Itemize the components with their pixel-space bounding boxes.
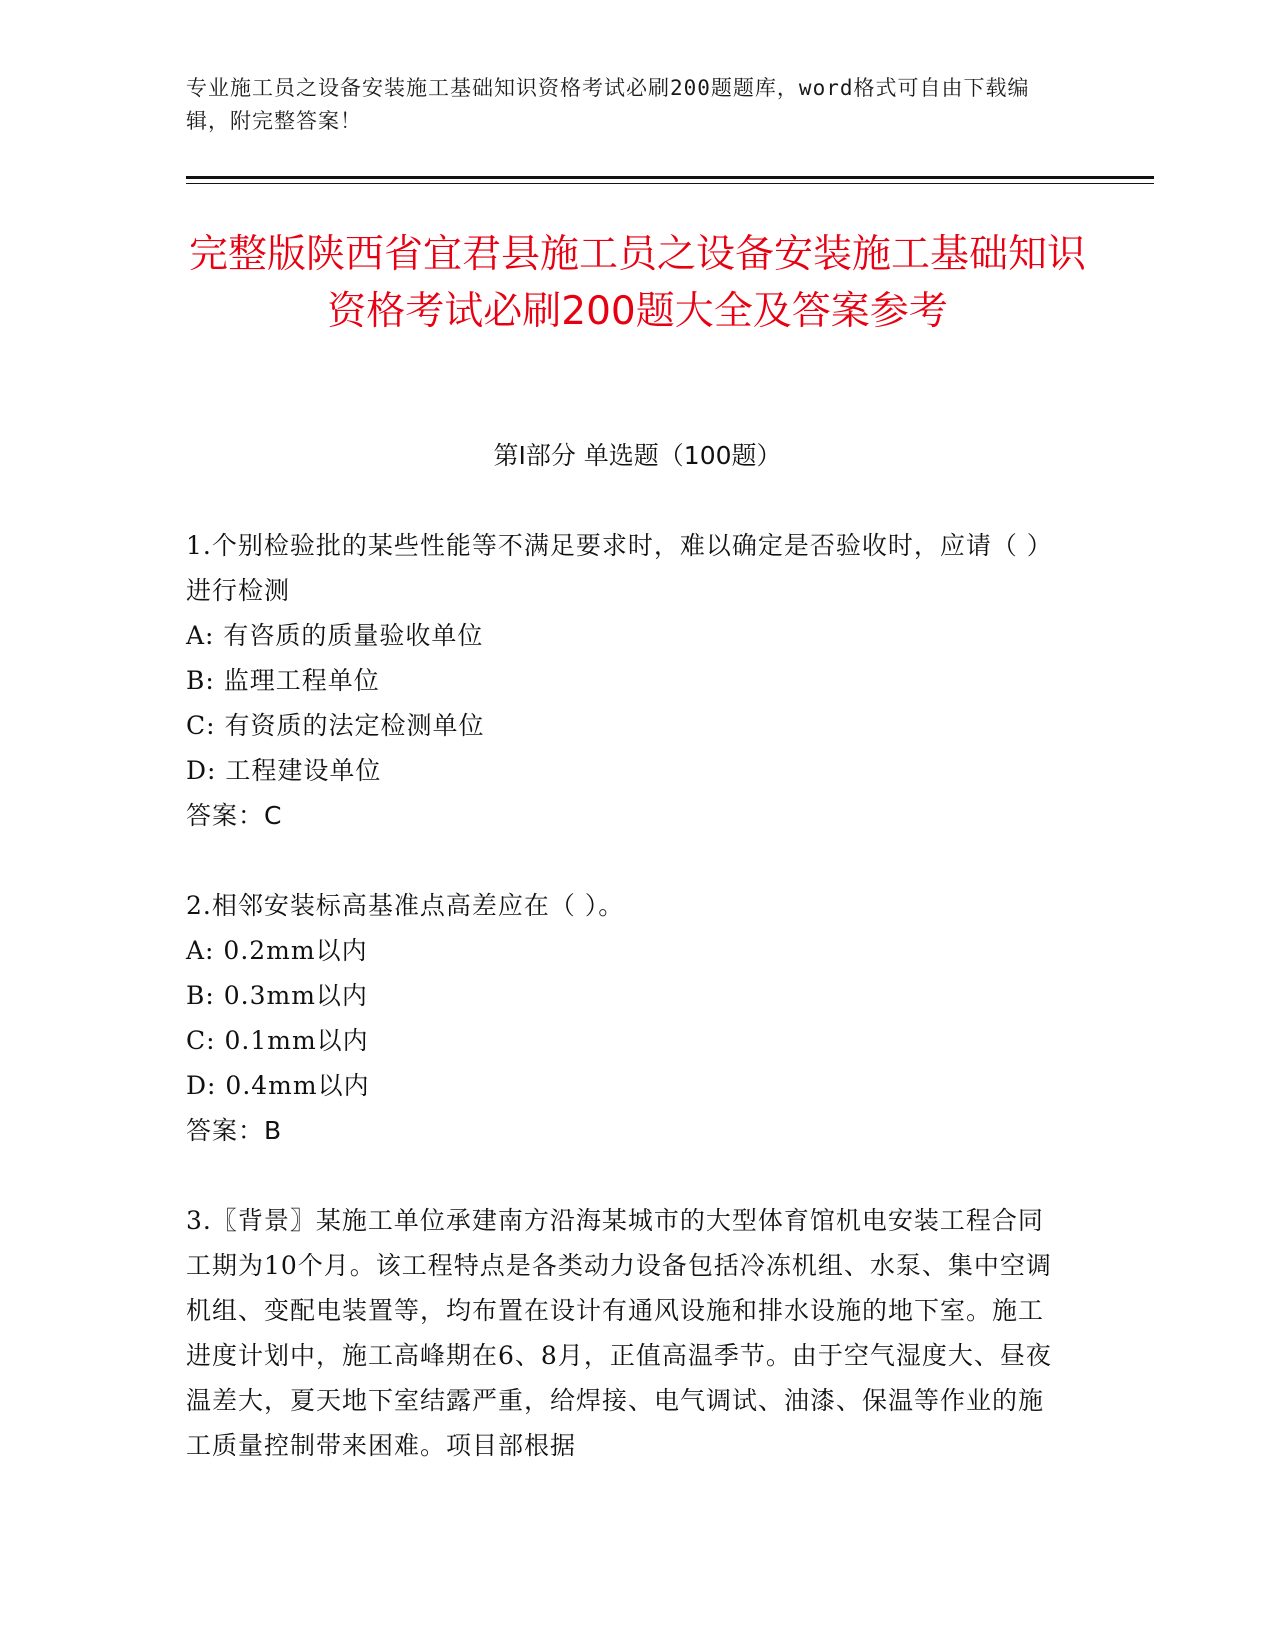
- question-text: 1.个别检验批的某些性能等不满足要求时，难以确定是否验收时，应请（ ）进行检测: [186, 531, 1053, 605]
- document-title: 完整版陕西省宜君县施工员之设备安装施工基础知识资格考试必刷200题大全及答案参考: [188, 232, 1086, 334]
- question-spacer: [186, 838, 1066, 883]
- section-heading: 第Ⅰ部分 单选题（100题）: [493, 441, 782, 470]
- option-b: B: 监理工程单位: [186, 666, 380, 695]
- answer: 答案：C: [186, 801, 283, 830]
- option-d: D: 工程建设单位: [186, 756, 382, 785]
- question-3: [186, 1198, 1066, 1468]
- header-divider-thick: [186, 176, 1154, 179]
- header-divider-thin: [186, 183, 1154, 184]
- question-text: 2.相邻安装标高基准点高差应在（ ）。: [186, 891, 625, 920]
- question-text: 3.〖背景〗某施工单位承建南方沿海某城市的大型体育馆机电安装工程合同工期为10个月。该工程特点是各类动力设备包括冷冻机组、水泵、集中空调机组、变配电装置等，均布置在设计有通风设施和排水设施的地下室。施工进度计划中，施工高峰期在6、8月，正值高温季节。由于空气湿度大、昼夜温差大，夏天地下室结露严重，给焊接、电气调试、油漆、保温等作业的施工质量控制带来困难。项目部根据: [186, 1206, 1052, 1460]
- option-a: A: 0.2mm以内: [186, 936, 368, 965]
- header-note: 专业施工员之设备安装施工基础知识资格考试必刷200题题库，word格式可自由下载编辑，附完整答案！: [186, 76, 1030, 133]
- question-2: [186, 883, 1066, 1153]
- option-d: D: 0.4mm以内: [186, 1071, 370, 1100]
- option-c: C: 0.1mm以内: [186, 1026, 369, 1055]
- question-1: [186, 523, 1066, 838]
- answer: 答案：B: [186, 1116, 283, 1145]
- question-spacer: [186, 1153, 1066, 1198]
- option-c: C: 有资质的法定检测单位: [186, 711, 485, 740]
- question-list: [186, 523, 1066, 1468]
- option-b: B: 0.3mm以内: [186, 981, 368, 1010]
- option-a: A: 有咨质的质量验收单位: [186, 621, 484, 650]
